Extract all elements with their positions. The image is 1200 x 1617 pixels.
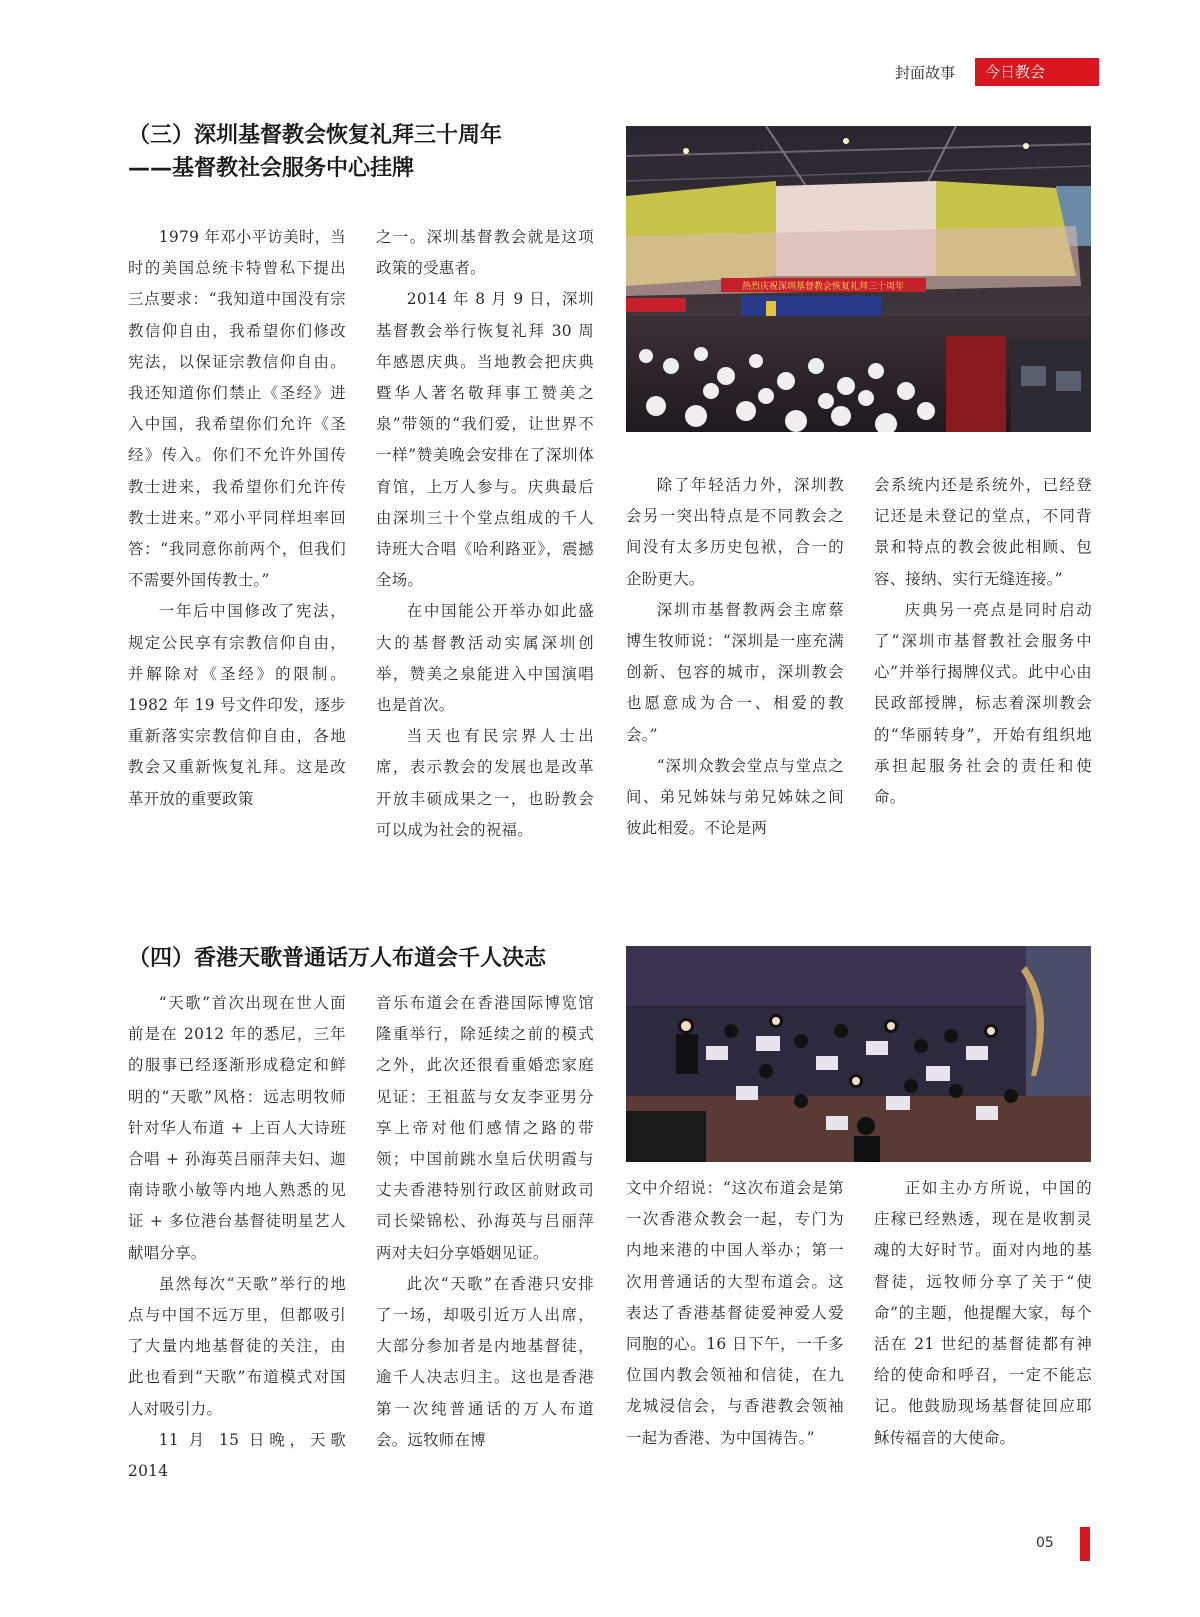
paragraph: 虽然每次“天歌”举行的地点与中国不远万里，但都吸引了大量内地基督徒的关注，由此也看到“天歌”布道模式对国人对吸引力。 bbox=[128, 1274, 346, 1418]
paragraph: 深圳市基督教两会主席蔡博生牧师说：“深圳是一座充满创新、包容的城市，深圳教会也愿意成为合一、相爱的教会。” bbox=[626, 600, 844, 744]
header-section-label: 封面故事 bbox=[895, 64, 956, 82]
section4-column-3 bbox=[626, 1173, 844, 1454]
paragraph: 会系统内还是系统外，已经登记还是未登记的堂点，不同背景和特点的教会彼此相顾、包容、接纳、实行无缝连接。” bbox=[874, 476, 1092, 588]
paragraph: 正如主办方所说，中国的庄稼已经熟透，现在是收割灵魂的大好时节。面对内地的基督徒，远牧师分享了关于“使命”的主题，他提醒大家，每个活在 21 世纪的基督徒都有神给的使命和呼召，一定不能忘记。他鼓励现场基督徒回应耶稣传福音的大使命。 bbox=[874, 1179, 1092, 1447]
stadium-crowd-image bbox=[626, 126, 1091, 432]
paragraph: 当天也有民宗界人士出席，表示教会的发展也是改革开放丰硕成果之一，也盼教会可以成为社会的祝福。 bbox=[376, 727, 594, 839]
section3-column-3 bbox=[626, 470, 844, 844]
paragraph: 除了年轻活力外，深圳教会另一突出特点是不同教会之间没有太多历史包袱，合一的企盼更大。 bbox=[626, 476, 844, 588]
section3-column-2 bbox=[376, 222, 594, 846]
paragraph: “深圳众教会堂点与堂点之间、弟兄姊妹与弟兄姊妹之间彼此相爱。不论是两 bbox=[626, 756, 844, 838]
paragraph: 一年后中国修改了宪法，规定公民享有宗教信仰自由，并解除对《圣经》的限制。1982 年 19 号文件印发，逐步重新落实宗教信仰自由，各地教会又重新恢复礼拜。这是改革开放的重要政策 bbox=[128, 602, 346, 808]
paragraph: 此次“天歌”在香港只安排了一场，却吸引近万人出席，大部分参加者是内地基督徒，逾千人决志归主。这也是香港第一次纯普通话的万人布道会。远牧师在博 bbox=[376, 1274, 594, 1449]
section3-title-line2: ——基督教社会服务中心挂牌 bbox=[128, 156, 415, 181]
paragraph: 之一。深圳基督教会就是这项政策的受惠者。 bbox=[376, 228, 594, 278]
paragraph: 庆典另一亮点是同时启动了“深圳市基督教社会服务中心”并举行揭牌仪式。此中心由民政部授牌，标志着深圳教会的“华丽转身”，开始有组织地承担起服务社会的责任和使命。 bbox=[874, 600, 1092, 807]
orchestra-image bbox=[626, 946, 1091, 1162]
page-number-bar bbox=[1080, 1527, 1090, 1561]
banner-text: 热烈庆祝深圳基督教会恢复礼拜三十周年 bbox=[741, 282, 905, 292]
page-number: 05 bbox=[1036, 1535, 1054, 1551]
paragraph: 1979 年邓小平访美时，当时的美国总统卡特曾私下提出三点要求：“我知道中国没有宗教信仰自由，我希望你们修改宪法，以保证宗教信仰自由。我还知道你们禁止《圣经》进入中国，我希望你们允许《圣经》传入。你们不允许外国传教士进来，我希望你们允许传教士进来。”邓小平同样坦率回答：“我同意你前两个，但我们不需要外国传教士。” bbox=[128, 228, 346, 590]
paragraph: 在中国能公开举办如此盛大的基督教活动实属深圳创举，赞美之泉能进入中国演唱也是首次。 bbox=[376, 602, 594, 715]
section4-column-2 bbox=[376, 988, 594, 1456]
section4-photo bbox=[626, 946, 1091, 1162]
header-tag: 今日教会 bbox=[975, 58, 1099, 86]
section4-title: （四）香港天歌普通话万人布道会千人决志 bbox=[128, 946, 547, 971]
paragraph: 文中介绍说：“这次布道会是第一次香港众教会一起，专门为内地来港的中国人举办；第一次用普通话的大型布道会。这表达了香港基督徒爱神爱人爱同胞的心。16 日下午，一千多位国内教会领袖和信徒，在九龙城浸信会，与香港教会领袖一起为香港、为中国祷告。” bbox=[626, 1179, 844, 1447]
section3-column-4 bbox=[874, 470, 1092, 813]
paragraph: “天歌”首次出现在世人面前是在 2012 年的悉尼，三年的服事已经逐渐形成稳定和鲜明的“天歌”风格：远志明牧师针对华人布道 + 上百人大诗班合唱 + 孙海英吕丽萍夫妇、迦南诗歌小敏等内地人熟悉的见证 + 多位港台基督徒明星艺人献唱分享。 bbox=[128, 994, 346, 1262]
section3-photo bbox=[626, 126, 1091, 432]
paragraph: 音乐布道会在香港国际博览馆隆重举行，除延续之前的模式之外，此次还很看重婚恋家庭见证：王祖蓝与女友李亚男分享上帝对他们感情之路的带领；中国前跳水皇后伏明霞与丈夫香港特别行政区前财政司司长梁锦松、孙海英与吕丽萍两对夫妇分享婚姻见证。 bbox=[376, 994, 594, 1262]
paragraph: 11 月 15 日晚，天歌 2014 bbox=[128, 1430, 346, 1481]
section3-column-1 bbox=[128, 222, 346, 815]
section3-title-line1: （三）深圳基督教会恢复礼拜三十周年 bbox=[128, 123, 503, 148]
paragraph: 2014 年 8 月 9 日，深圳基督教会举行恢复礼拜 30 周年感恩庆典。当地教会把庆典暨华人著名敬拜事工赞美之泉”带领的“我们爱，让世界不一样”赞美晚会安排在了深圳体育馆，上万人参与。庆典最后由深圳三十个堂点组成的千人诗班大合唱《哈利路亚》，震撼全场。 bbox=[376, 290, 594, 590]
section4-column-1 bbox=[128, 988, 346, 1487]
section4-column-4 bbox=[874, 1173, 1092, 1454]
